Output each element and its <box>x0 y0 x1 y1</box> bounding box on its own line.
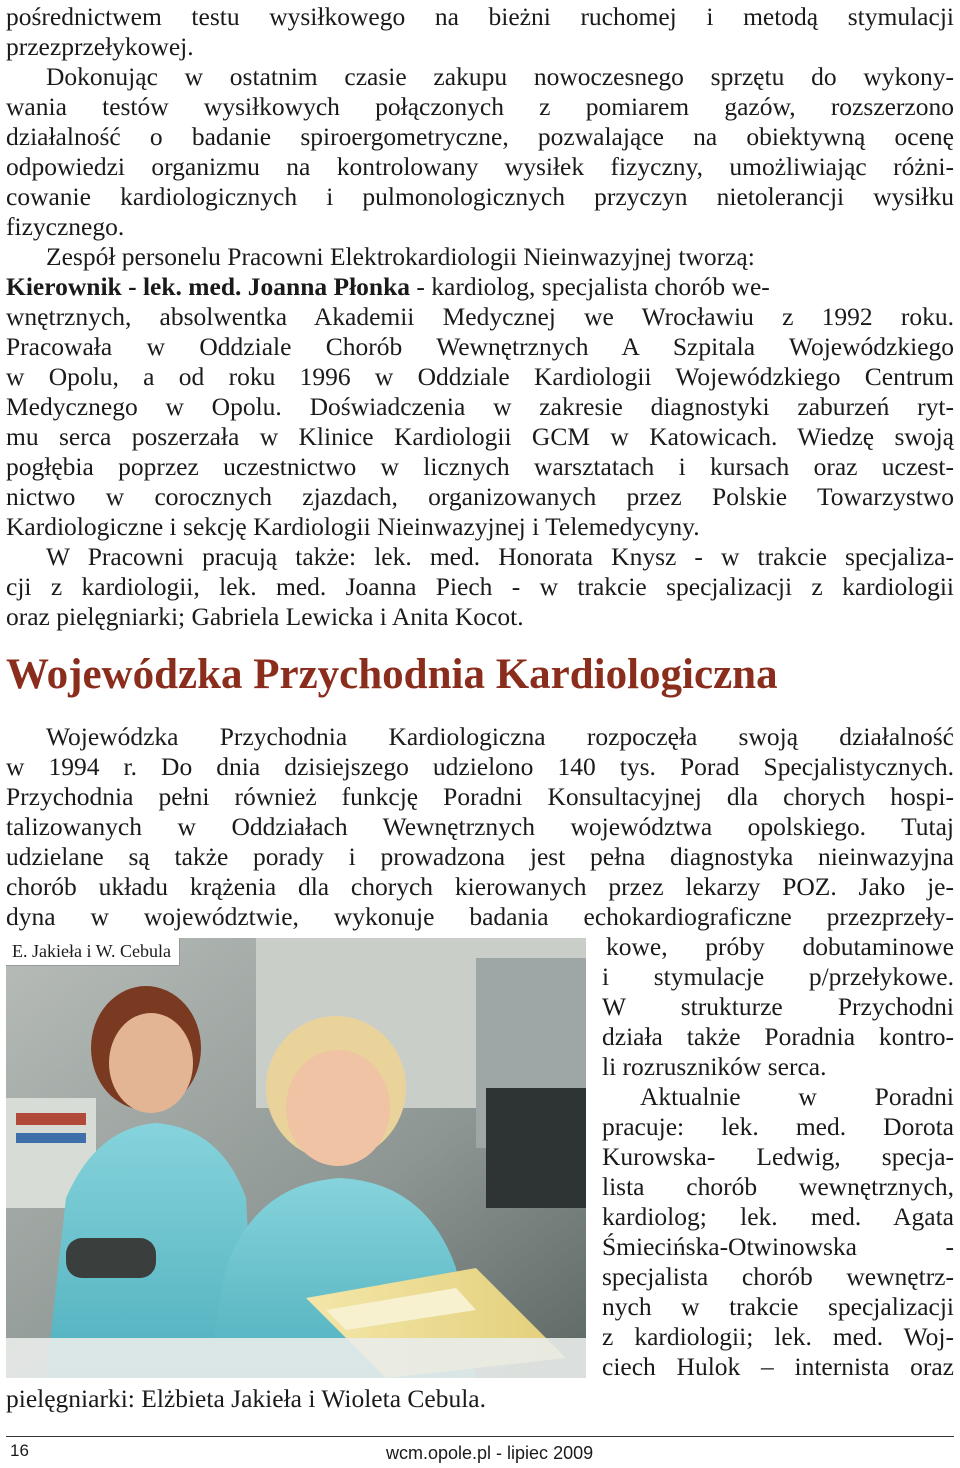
text-line: odpowiedzi organizmu na kontrolowany wysiłek fizyczny, umożliwiając różni- <box>6 152 954 181</box>
text-line: fizycznego. <box>6 212 125 241</box>
text-line: W Pracowni pracują także: lek. med. Honorata Knysz - w trakcie specjaliza- <box>46 542 954 571</box>
section-heading: Wojewódzka Przychodnia Kardiologiczna <box>6 651 778 698</box>
staff-lead-title: Kierownik - lek. med. <box>6 272 242 301</box>
text-line: nictwo w corocznych zjazdach, organizowanych przez Polskie Towarzystwo <box>6 482 954 511</box>
side-text-line: Kurowska- Ledwig, specja- <box>602 1142 954 1171</box>
text-line: Dokonując w ostatnim czasie zakupu nowoczesnego sprzętu do wykony- <box>46 62 954 91</box>
footer-divider <box>6 1436 954 1437</box>
text-line: Przychodnia pełni również funkcję Poradni Konsultacyjnej dla chorych hospi- <box>6 782 954 811</box>
text-line: pośrednictwem testu wysiłkowego na bieżni ruchomej i metodą stymulacji <box>6 2 954 31</box>
side-text-line: pracuje: lek. med. Dorota <box>602 1112 954 1141</box>
staff-photo <box>6 938 586 1378</box>
text-line: Pracowała w Oddziale Chorób Wewnętrznych A Szpitala Wojewódzkiego <box>6 332 954 361</box>
text-line: Zespół personelu Pracowni Elektrokardiologii Nieinwazyjnej tworzą: <box>46 242 755 271</box>
staff-photo-illustration <box>6 938 586 1378</box>
text-line: cji z kardiologii, lek. med. Joanna Piech - w trakcie specjalizacji z kardiologii <box>6 572 954 601</box>
footer-source: wcm.opole.pl - lipiec 2009 <box>386 1443 594 1463</box>
side-text-line: i stymulacje p/przełykowe. <box>602 962 954 991</box>
side-text-line: Śmiecińska-Otwinowska - <box>602 1232 954 1261</box>
side-text-line: kowe, próby dobutaminowe <box>606 932 954 961</box>
text-line: działalność o badanie spiroergometryczne, pozwalające na obiektywną ocenę <box>6 122 954 151</box>
side-text-line: działa także Poradnia kontro- <box>602 1022 954 1051</box>
text-line: mu serca poszerzała w Klinice Kardiologii GCM w Katowicach. Wiedzę swoją <box>6 422 954 451</box>
staff-lead-rest: - kardiolog, specjalista chorób we- <box>410 272 770 301</box>
text-line: wnętrznych, absolwentka Akademii Medycznej we Wrocławiu z 1992 roku. <box>6 302 954 331</box>
text-line: pogłębia poprzez uczestnictwo w licznych warsztatach i kursach oraz uczest- <box>6 452 954 481</box>
text-line: chorób układu krążenia dla chorych kierowanych przez lekarzy POZ. Jako je- <box>6 872 954 901</box>
text-line: udzielane są także porady i prowadzona jest pełna diagnostyka nieinwazyjna <box>6 842 954 871</box>
photo-caption: E. Jakieła i W. Cebula <box>6 938 180 966</box>
text-line: w 1994 r. Do dnia dzisiejszego udzielono 140 tys. Porad Specjalistycznych. <box>6 752 954 781</box>
side-text-line: lista chorób wewnętrznych, <box>602 1172 954 1201</box>
text-line: talizowanych w Oddziałach Wewnętrznych województwa opolskiego. Tutaj <box>6 812 954 841</box>
side-text-line: specjalista chorób wewnętrz- <box>602 1262 954 1291</box>
staff-lead-line <box>6 272 954 302</box>
side-text-line: li rozruszników serca. <box>602 1052 827 1081</box>
text-line: Kardiologiczne i sekcję Kardiologii Nieinwazyjnej i Telemedycyny. <box>6 512 700 541</box>
staff-lead-name: Joanna Płonka <box>247 272 411 301</box>
side-text-line: nych w trakcie specjalizacji <box>602 1292 954 1321</box>
text-line: Medycznego w Opolu. Doświadczenia w zakresie diagnostyki zaburzeń ryt- <box>6 392 954 421</box>
side-text-line: W strukturze Przychodni <box>602 992 954 1021</box>
side-text-line: z kardiologii; lek. med. Woj- <box>602 1322 954 1351</box>
text-line: cowanie kardiologicznych i pulmonologicznych przyczyn nietolerancji wysiłku <box>6 182 954 211</box>
text-line: oraz pielęgniarki; Gabriela Lewicka i Anita Kocot. <box>6 602 524 631</box>
page-number: 16 <box>10 1441 29 1460</box>
side-text-line: Aktualnie w Poradni <box>640 1082 954 1111</box>
side-text-line: kardiolog; lek. med. Agata <box>602 1202 954 1231</box>
text-line: pielęgniarki: Elżbieta Jakieła i Wioleta Cebula. <box>6 1384 486 1413</box>
text-line: przezprzełykowej. <box>6 32 194 61</box>
text-line: wania testów wysiłkowych połączonych z pomiarem gazów, rozszerzono <box>6 92 954 121</box>
text-line: dyna w województwie, wykonuje badania echokardiograficzne przezprzeły- <box>6 902 954 931</box>
side-text-line: ciech Hulok – internista oraz <box>602 1352 954 1381</box>
text-line: Wojewódzka Przychodnia Kardiologiczna rozpoczęła swoją działalność <box>46 722 954 751</box>
text-line: w Opolu, a od roku 1996 w Oddziale Kardiologii Wojewódzkiego Centrum <box>6 362 954 391</box>
